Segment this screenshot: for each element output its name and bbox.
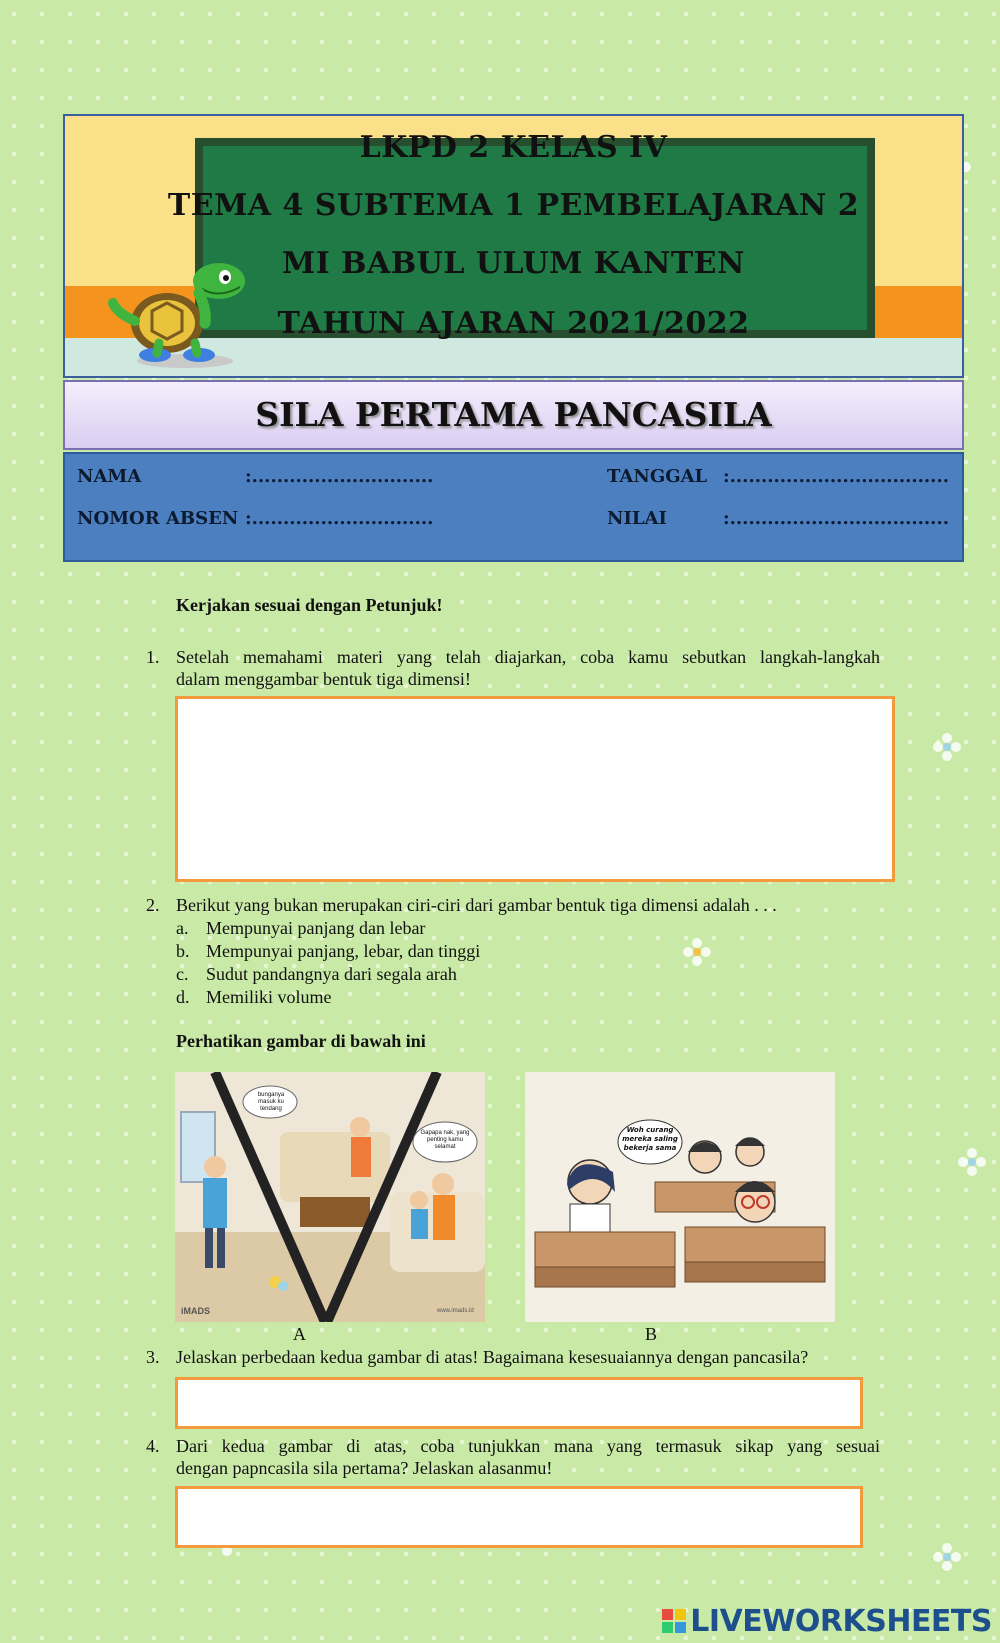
picture-a-logo: iMADS (181, 1306, 210, 1316)
picture-b-label: B (645, 1324, 658, 1344)
q1-text-line2: dalam menggambar bentuk tiga dimensi! (176, 669, 471, 689)
flower-decoration-icon (930, 1540, 964, 1574)
instructions: Kerjakan sesuai dengan Petunjuk! (176, 595, 443, 615)
nama-field[interactable]: :............................. (245, 466, 434, 487)
picture-b-bubble: Woh curang mereka saling bekerja sama (622, 1126, 678, 1152)
nilai-field[interactable]: :................................... (723, 508, 949, 529)
pictures-heading: Perhatikan gambar di bawah ini (176, 1031, 426, 1051)
nomor-absen-label: NOMOR ABSEN (77, 508, 239, 529)
q2-option-a[interactable]: Mempunyai panjang dan lebar (206, 918, 426, 938)
q1-answer-box[interactable] (175, 696, 895, 882)
tanggal-field[interactable]: :................................... (723, 466, 949, 487)
picture-a-bubble-1: bunganya masuk ku tendang (257, 1092, 285, 1112)
flower-decoration-icon (680, 935, 714, 969)
turtle-mascot-icon (107, 251, 277, 371)
subtitle-band (63, 380, 964, 450)
nama-label: NAMA (77, 466, 142, 487)
q4-answer-box[interactable] (175, 1486, 863, 1548)
picture-b (525, 1072, 835, 1322)
q2-option-a-letter: a. (176, 918, 189, 938)
picture-a-label: A (293, 1324, 306, 1344)
liveworksheets-text: LIVEWORKSHEETS (690, 1604, 992, 1639)
page-title: SILA PERTAMA PANCASILA (255, 395, 772, 434)
q2-option-d[interactable]: Memiliki volume (206, 987, 332, 1007)
q4-number: 4. (146, 1436, 160, 1456)
picture-b-illustration (525, 1072, 835, 1322)
q2-option-d-letter: d. (176, 987, 190, 1007)
q2-number: 2. (146, 895, 160, 915)
flower-decoration-icon (930, 730, 964, 764)
header-line-2: TEMA 4 SUBTEMA 1 PEMBELAJARAN 2 (167, 188, 860, 223)
q2-option-c[interactable]: Sudut pandangnya dari segala arah (206, 964, 457, 984)
identity-form (63, 452, 964, 562)
nilai-label: NILAI (607, 508, 667, 529)
q3-answer-box[interactable] (175, 1377, 863, 1429)
flower-decoration-icon (955, 1145, 989, 1179)
header-line-3: MI BABUL ULUM KANTEN (282, 246, 745, 281)
q4-text-line2: dengan papncasila sila pertama? Jelaskan alasanmu! (176, 1458, 553, 1478)
picture-a-bubble-2: Gapapa nak, yang penting kamu selamat (420, 1130, 470, 1150)
q2-text: Berikut yang bukan merupakan ciri-ciri dari gambar bentuk tiga dimensi adalah . . . (176, 895, 777, 915)
q2-option-b-letter: b. (176, 941, 190, 961)
q2-option-c-letter: c. (176, 964, 189, 984)
tanggal-label: TANGGAL (607, 466, 708, 487)
header-line-1: LKPD 2 KELAS IV (359, 130, 668, 165)
liveworksheets-logo-icon (661, 1608, 687, 1634)
q2-option-b[interactable]: Mempunyai panjang, lebar, dan tinggi (206, 941, 481, 961)
picture-a-illustration (175, 1072, 485, 1322)
q1-number: 1. (146, 647, 160, 667)
q3-number: 3. (146, 1347, 160, 1367)
liveworksheets-brand[interactable] (661, 1604, 992, 1639)
header-banner (63, 114, 964, 378)
nomor-absen-field[interactable]: :............................. (245, 508, 434, 529)
q4-text-line1: Dari kedua gambar di atas, coba tunjukkan mana yang termasuk sikap yang sesuai (176, 1436, 880, 1456)
picture-a (175, 1072, 485, 1322)
q1-text-line1: Setelah memahami materi yang telah diajarkan, coba kamu sebutkan langkah-langkah (176, 647, 880, 667)
q3-text: Jelaskan perbedaan kedua gambar di atas! Bagaimana kesesuaiannya dengan pancasila? (176, 1347, 809, 1367)
picture-a-site: www.imads.id (437, 1308, 474, 1314)
header-line-4: TAHUN AJARAN 2021/2022 (277, 306, 750, 341)
